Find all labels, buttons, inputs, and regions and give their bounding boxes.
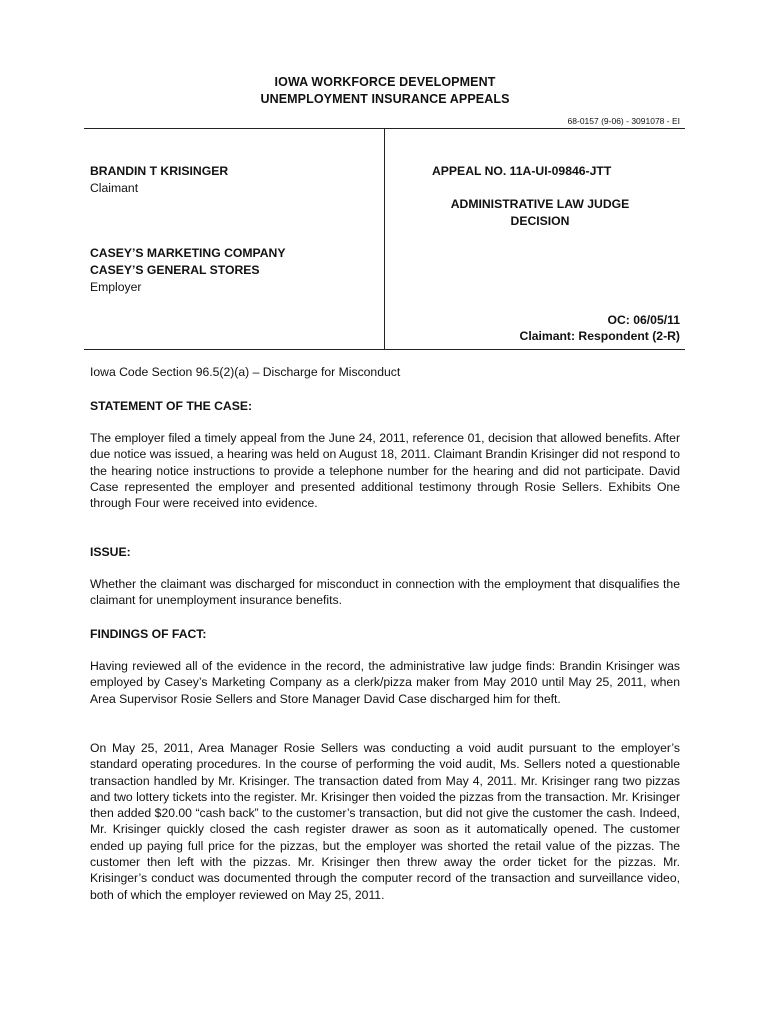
- findings-paragraph-2: On May 25, 2011, Area Manager Rosie Sellers was conducting a void audit pursuant to the employer’s standard operating procedures. In the course of performing the void audit, Ms. Sellers noted a questionable transaction handled by Mr. Krisinger. The transaction dated from May 4, 2011. Mr. Krisinger rang two pizzas and two lottery tickets into the register. Mr. Krisinger then voided the pizzas from the transaction. Mr. Krisinger then added $20.00 “cash back” to the customer’s transaction, but did not give the customer the cash. Indeed, Mr. Krisinger quickly closed the cash register drawer as soon as it automatically opened. The customer ended up paying full price for the pizzas, but the employer was shorted the retail value of the pizzas. The customer then left with the pizzas. Mr. Krisinger then threw away the order ticket for the pizzas. Mr. Krisinger’s conduct was documented through the computer record of the transaction and surveillance video, both of which the employer reviewed on May 25, 2011.: [90, 741, 681, 902]
- claimant-status: Claimant: Respondent (2-R): [519, 329, 680, 343]
- employer-name-2: CASEY’S GENERAL STORES: [90, 263, 260, 277]
- findings-heading: FINDINGS OF FACT:: [90, 627, 207, 641]
- decision-title-1: ADMINISTRATIVE LAW JUDGE: [450, 197, 630, 211]
- findings-paragraph-1: Having reviewed all of the evidence in the record, the administrative law judge finds: Brandin Krisinger was employed by Casey’s Marketing Company as a clerk/pizza maker from May 2010 until May 25, 2011, when Area Supervisor Rosie Sellers and Store Manager David Case discharged him for theft.: [90, 659, 680, 706]
- statement-heading: STATEMENT OF THE CASE:: [90, 399, 253, 413]
- employer-name-1: CASEY’S MARKETING COMPANY: [90, 246, 286, 260]
- appeal-number: APPEAL NO. 11A-UI-09846-JTT: [432, 164, 612, 178]
- agency-name: IOWA WORKFORCE DEVELOPMENT: [274, 75, 496, 89]
- issue-heading: ISSUE:: [90, 545, 131, 559]
- original-claim-date: OC: 06/05/11: [607, 313, 680, 327]
- claimant-name: BRANDIN T KRISINGER: [90, 164, 229, 178]
- caption-divider: [384, 128, 385, 349]
- code-section: Iowa Code Section 96.5(2)(a) – Discharge for Misconduct: [90, 365, 401, 379]
- form-number: 68-0157 (9-06) - 3091078 - EI: [567, 116, 680, 126]
- statement-paragraph: The employer filed a timely appeal from the June 24, 2011, reference 01, decision that allowed benefits. After due notice was issued, a hearing was held on August 18, 2011. Claimant Brandin Krisinger did not respond to the hearing notice instructions to provide a telephone number for the hearing and did not participate. David Case represented the employer and presented additional testimony through Rosie Sellers. Exhibits One through Four were received into evidence.: [90, 431, 680, 511]
- caption-bottom-rule: [84, 349, 685, 350]
- employer-role: Employer: [90, 280, 142, 294]
- decision-title-2: DECISION: [510, 214, 570, 228]
- claimant-role: Claimant: [90, 181, 139, 195]
- issue-paragraph: Whether the claimant was discharged for misconduct in connection with the employment that disqualifies the claimant for unemployment insurance benefits.: [90, 577, 680, 608]
- agency-division: UNEMPLOYMENT INSURANCE APPEALS: [260, 92, 510, 106]
